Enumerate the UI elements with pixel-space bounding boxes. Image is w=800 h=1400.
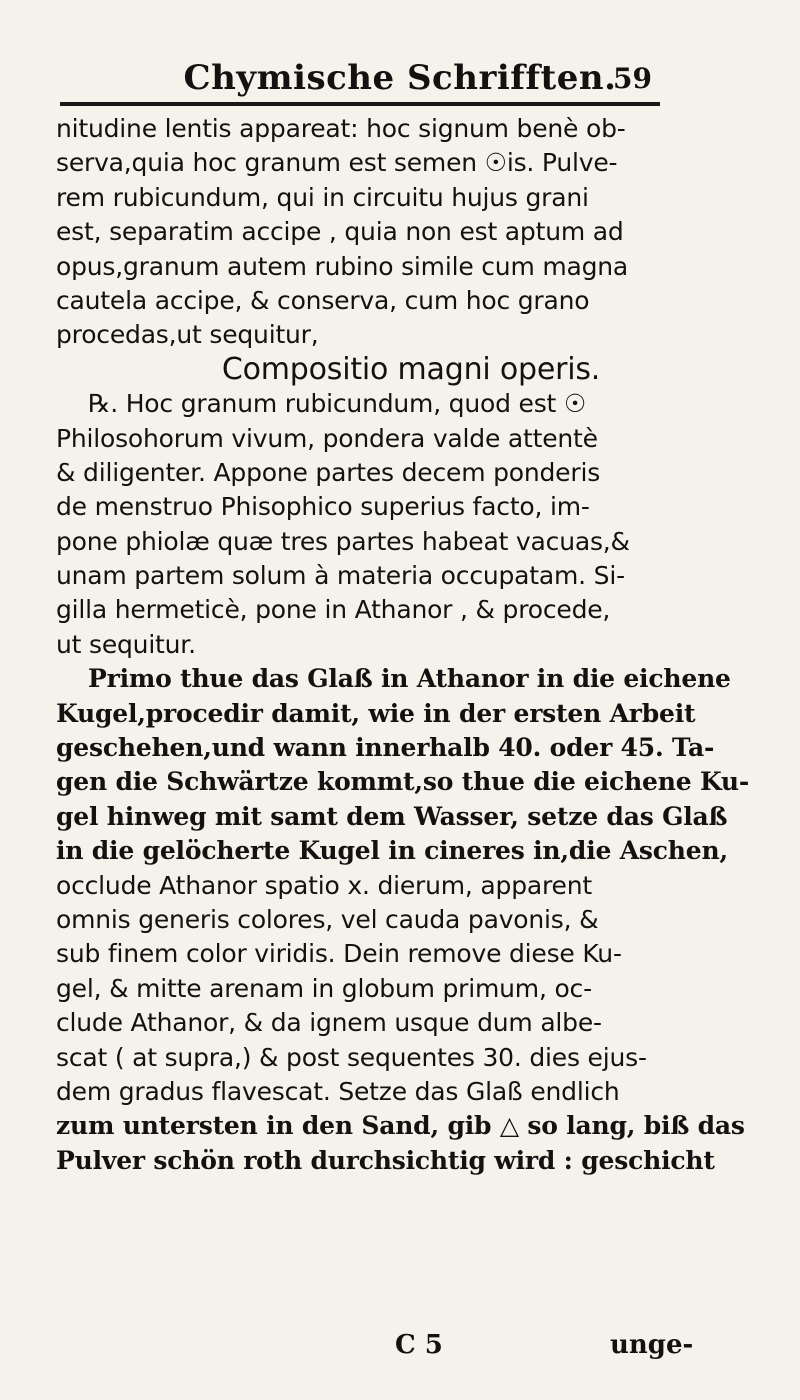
text-line: Philosohorum vivum, pondera valde attentè <box>56 423 598 453</box>
text-line: gen die Schwärtze kommt,so thue die eichene Ku- <box>56 767 750 797</box>
running-title: Chymische Schrifften. <box>183 58 617 98</box>
text-line: occlude Athanor spatio x. dierum, apparent <box>56 870 592 900</box>
text-line: omnis generis colores, vel cauda pavonis, & <box>56 904 599 934</box>
text-line: clude Athanor, & da ignem usque dum albe- <box>56 1008 602 1038</box>
text-line: Primo thue das Glaß in Athanor in die eichene <box>88 664 731 694</box>
text-line: scat ( at supra,) & post sequentes 30. dies ejus- <box>56 1042 647 1072</box>
page-header <box>0 58 800 108</box>
text-line: est, separatim accipe , quia non est aptum ad <box>56 217 624 247</box>
text-line: in die gelöcherte Kugel in cineres in,die Aschen, <box>56 836 728 866</box>
text-line: zum untersten in den Sand, gib △ so lang, biß das <box>56 1111 745 1141</box>
body-text <box>56 112 750 1178</box>
text-line: opus,granum autem rubino simile cum magna <box>56 251 629 281</box>
header-rule <box>60 102 660 106</box>
catchword: unge- <box>610 1330 694 1360</box>
text-line: unam partem solum à materia occupatam. Si- <box>56 561 625 591</box>
text-line: nitudine lentis appareat: hoc signum benè ob- <box>56 114 626 143</box>
text-line: gilla hermeticè, pone in Athanor , & procede, <box>56 595 611 625</box>
text-line: gel hinweg mit samt dem Wasser, setze das Glaß <box>56 801 728 831</box>
text-line: dem gradus flavescat. Setze das Glaß endlich <box>56 1076 620 1106</box>
text-line: pone phiolæ quæ tres partes habeat vacuas,& <box>56 526 630 556</box>
text-line: procedas,ut sequitur, <box>56 320 319 350</box>
text-line: cautela accipe, & conserva, cum hoc grano <box>56 285 590 315</box>
text-line: de menstruo Phisophico superius facto, im- <box>56 492 590 522</box>
text-line: sub finem color viridis. Dein remove diese Ku- <box>56 939 622 969</box>
text-line: Pulver schön roth durchsichtig wird : geschicht <box>56 1145 715 1175</box>
text-line: ut sequitur. <box>56 629 196 659</box>
text-line: rem rubicundum, qui in circuitu hujus grani <box>56 182 589 212</box>
text-line: geschehen,und wann innerhalb 40. oder 45. Ta- <box>56 733 715 763</box>
text-line: & diligenter. Appone partes decem ponderis <box>56 457 601 487</box>
text-line: serva,quia hoc granum est semen ☉is. Pulve- <box>56 148 618 178</box>
section-heading: Compositio magni operis. <box>221 351 601 387</box>
page-number: 59 <box>613 62 652 95</box>
signature-mark: C 5 <box>395 1330 443 1360</box>
text-line: gel, & mitte arenam in globum primum, oc- <box>56 973 592 1003</box>
text-line: Kugel,procedir damit, wie in der ersten Arbeit <box>56 698 696 728</box>
text-line: ℞. Hoc granum rubicundum, quod est ☉ <box>88 389 587 419</box>
